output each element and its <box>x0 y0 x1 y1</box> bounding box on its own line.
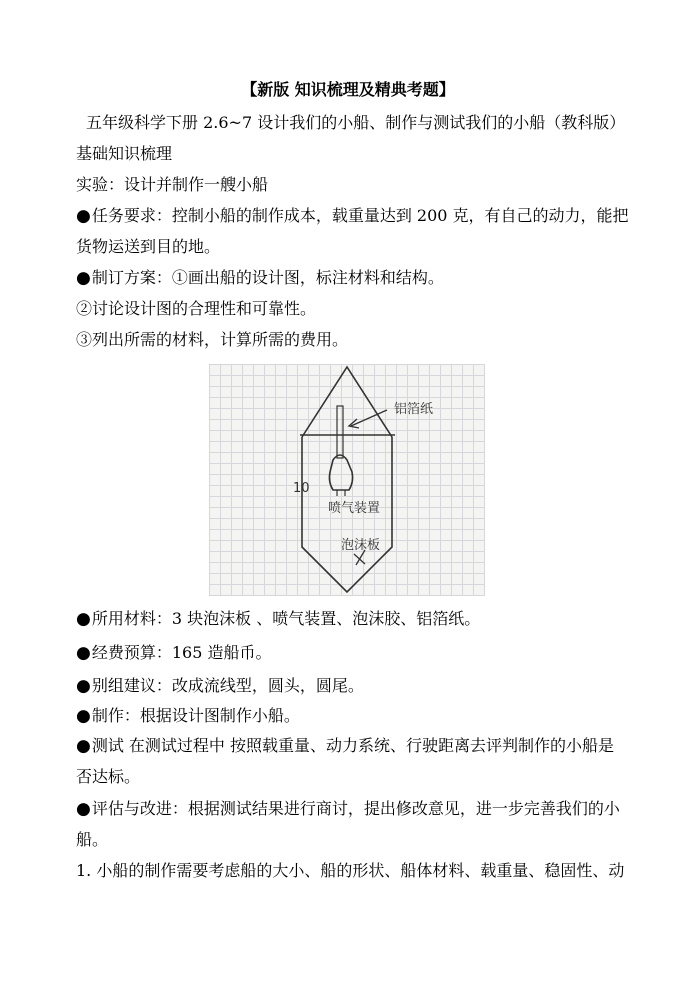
making-text: 制作：根据设计图制作小船。 <box>91 706 300 725</box>
bullet-icon: ● <box>76 676 91 696</box>
bullet-icon: ● <box>76 799 91 819</box>
evaluation-line-2: 船。 <box>76 830 109 849</box>
plan-line-3: ③列出所需的材料，计算所需的费用。 <box>76 330 349 349</box>
plan-line-2: ②讨论设计图的合理性和可靠性。 <box>76 299 317 318</box>
plan-line-1: 制订方案：①画出船的设计图，标注材料和结构。 <box>91 268 444 287</box>
foil-rod <box>337 406 343 458</box>
task-requirement <box>76 205 696 227</box>
jet-device-label: 喷气装置 <box>328 501 381 516</box>
suggestion-item <box>76 675 696 697</box>
bullet-icon: ● <box>76 736 91 756</box>
bullet-icon: ● <box>76 706 91 726</box>
boat-bow-outline <box>302 367 392 437</box>
evaluation-line-1: 评估与改进：根据测试结果进行商讨，提出修改意见，进一步完善我们的小 <box>91 799 620 818</box>
foil-label: 铝箔纸 <box>394 402 434 417</box>
point-one: 1. 小船的制作需要考虑船的大小、船的形状、船体材料、载重量、稳固性、动 <box>76 861 625 880</box>
bullet-icon: ● <box>76 268 91 288</box>
side-dimension-label: 10 <box>293 481 310 496</box>
bullet-icon: ● <box>76 206 91 226</box>
testing-line-1: 测试 在测试过程中 按照载重量、动力系统、行驶距离去评判制作的小船是 <box>91 736 615 755</box>
budget-item <box>76 642 696 664</box>
materials-text: 所用材料：3 块泡沫板 、喷气装置、泡沫胶、铝箔纸。 <box>91 609 481 628</box>
suggestion-text: 别组建议：改成流线型，圆头，圆尾。 <box>91 676 364 695</box>
testing-line-2: 否达标。 <box>76 767 141 786</box>
budget-text: 经费预算：165 造船币。 <box>91 643 272 662</box>
document-header: 【新版 知识梳理及精典考题】 <box>241 80 455 99</box>
plan-step <box>76 267 696 289</box>
foam-board-label: 泡沫板 <box>341 538 381 553</box>
boat-design-drawing <box>209 364 485 596</box>
task-line-2: 货物运送到目的地。 <box>76 237 221 256</box>
testing-item <box>76 735 696 757</box>
task-line-1: 任务要求：控制小船的制作成本，载重量达到 200 克，有自己的动力，能把 <box>91 206 629 225</box>
boat-sketch-svg <box>209 364 485 596</box>
making-item <box>76 705 696 727</box>
jet-device-icon <box>329 455 352 490</box>
materials-item <box>76 608 696 630</box>
foil-pointer-line <box>351 410 387 426</box>
bullet-icon: ● <box>76 643 91 663</box>
document-subtitle: 五年级科学下册 2.6~7 设计我们的小船、制作与测试我们的小船（教科版） <box>86 113 626 132</box>
experiment-title: 实验：设计并制作一艘小船 <box>76 175 269 194</box>
evaluation-item <box>76 798 696 820</box>
section-title: 基础知识梳理 <box>76 144 173 163</box>
bullet-icon: ● <box>76 609 91 629</box>
